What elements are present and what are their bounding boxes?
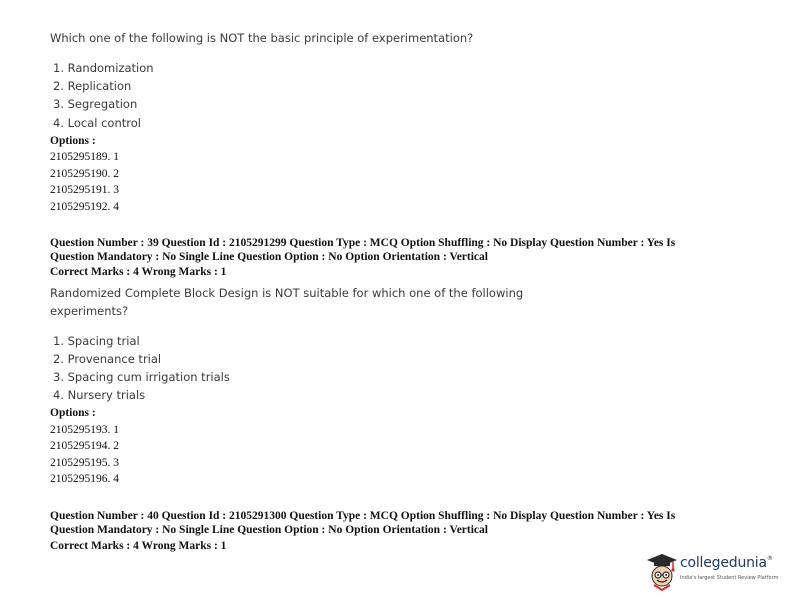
q40-header-line1: Question Number : 40 Question Id : 2105291300 Question Type : MCQ Option Shuffling : No Display Question Number : Yes Is xyxy=(50,510,676,522)
q39-question-line2: experiments? xyxy=(50,304,129,318)
q39-header-line1: Question Number : 39 Question Id : 2105291299 Question Type : MCQ Option Shuffling : No Display Question Number : Yes Is xyxy=(50,237,676,249)
q38-option-3: 2105295191. 3 xyxy=(50,184,119,196)
q38-choice-2: 2. Replication xyxy=(53,79,132,93)
q38-question: Which one of the following is NOT the basic principle of experimentation? xyxy=(50,31,474,45)
q39-choice-3: 3. Spacing cum irrigation trials xyxy=(53,370,230,384)
q38-options-label: Options : xyxy=(50,135,96,147)
q38-option-1: 2105295189. 1 xyxy=(50,151,119,163)
graduate-mascot-icon xyxy=(646,552,678,592)
collegedunia-logo xyxy=(646,552,792,594)
q39-choice-1: 1. Spacing trial xyxy=(53,334,140,348)
q39-header-line2: Question Mandatory : No Single Line Question Option : No Option Orientation : Vertical xyxy=(50,251,488,263)
q39-question-line1: Randomized Complete Block Design is NOT suitable for which one of the following xyxy=(50,286,524,300)
q40-header-line2: Question Mandatory : No Single Line Question Option : No Option Orientation : Vertical xyxy=(50,524,488,536)
logo-tagline: India's largest Student Review Platform xyxy=(680,575,779,581)
q39-option-4: 2105295196. 4 xyxy=(50,473,119,485)
q40-marks: Correct Marks : 4 Wrong Marks : 1 xyxy=(50,540,227,552)
q38-option-4: 2105295192. 4 xyxy=(50,201,119,213)
q38-choice-4: 4. Local control xyxy=(53,116,141,130)
q39-marks: Correct Marks : 4 Wrong Marks : 1 xyxy=(50,266,227,278)
q39-option-1: 2105295193. 1 xyxy=(50,424,119,436)
q39-options-label: Options : xyxy=(50,407,96,419)
q38-choice-3: 3. Segregation xyxy=(53,97,138,111)
q39-choice-4: 4. Nursery trials xyxy=(53,388,146,402)
q38-option-2: 2105295190. 2 xyxy=(50,168,119,180)
q38-choice-1: 1. Randomization xyxy=(53,61,154,75)
q39-option-2: 2105295194. 2 xyxy=(50,440,119,452)
q39-choice-2: 2. Provenance trial xyxy=(53,352,162,366)
q39-option-3: 2105295195. 3 xyxy=(50,457,119,469)
logo-wordmark: collegedunia® xyxy=(680,555,773,571)
